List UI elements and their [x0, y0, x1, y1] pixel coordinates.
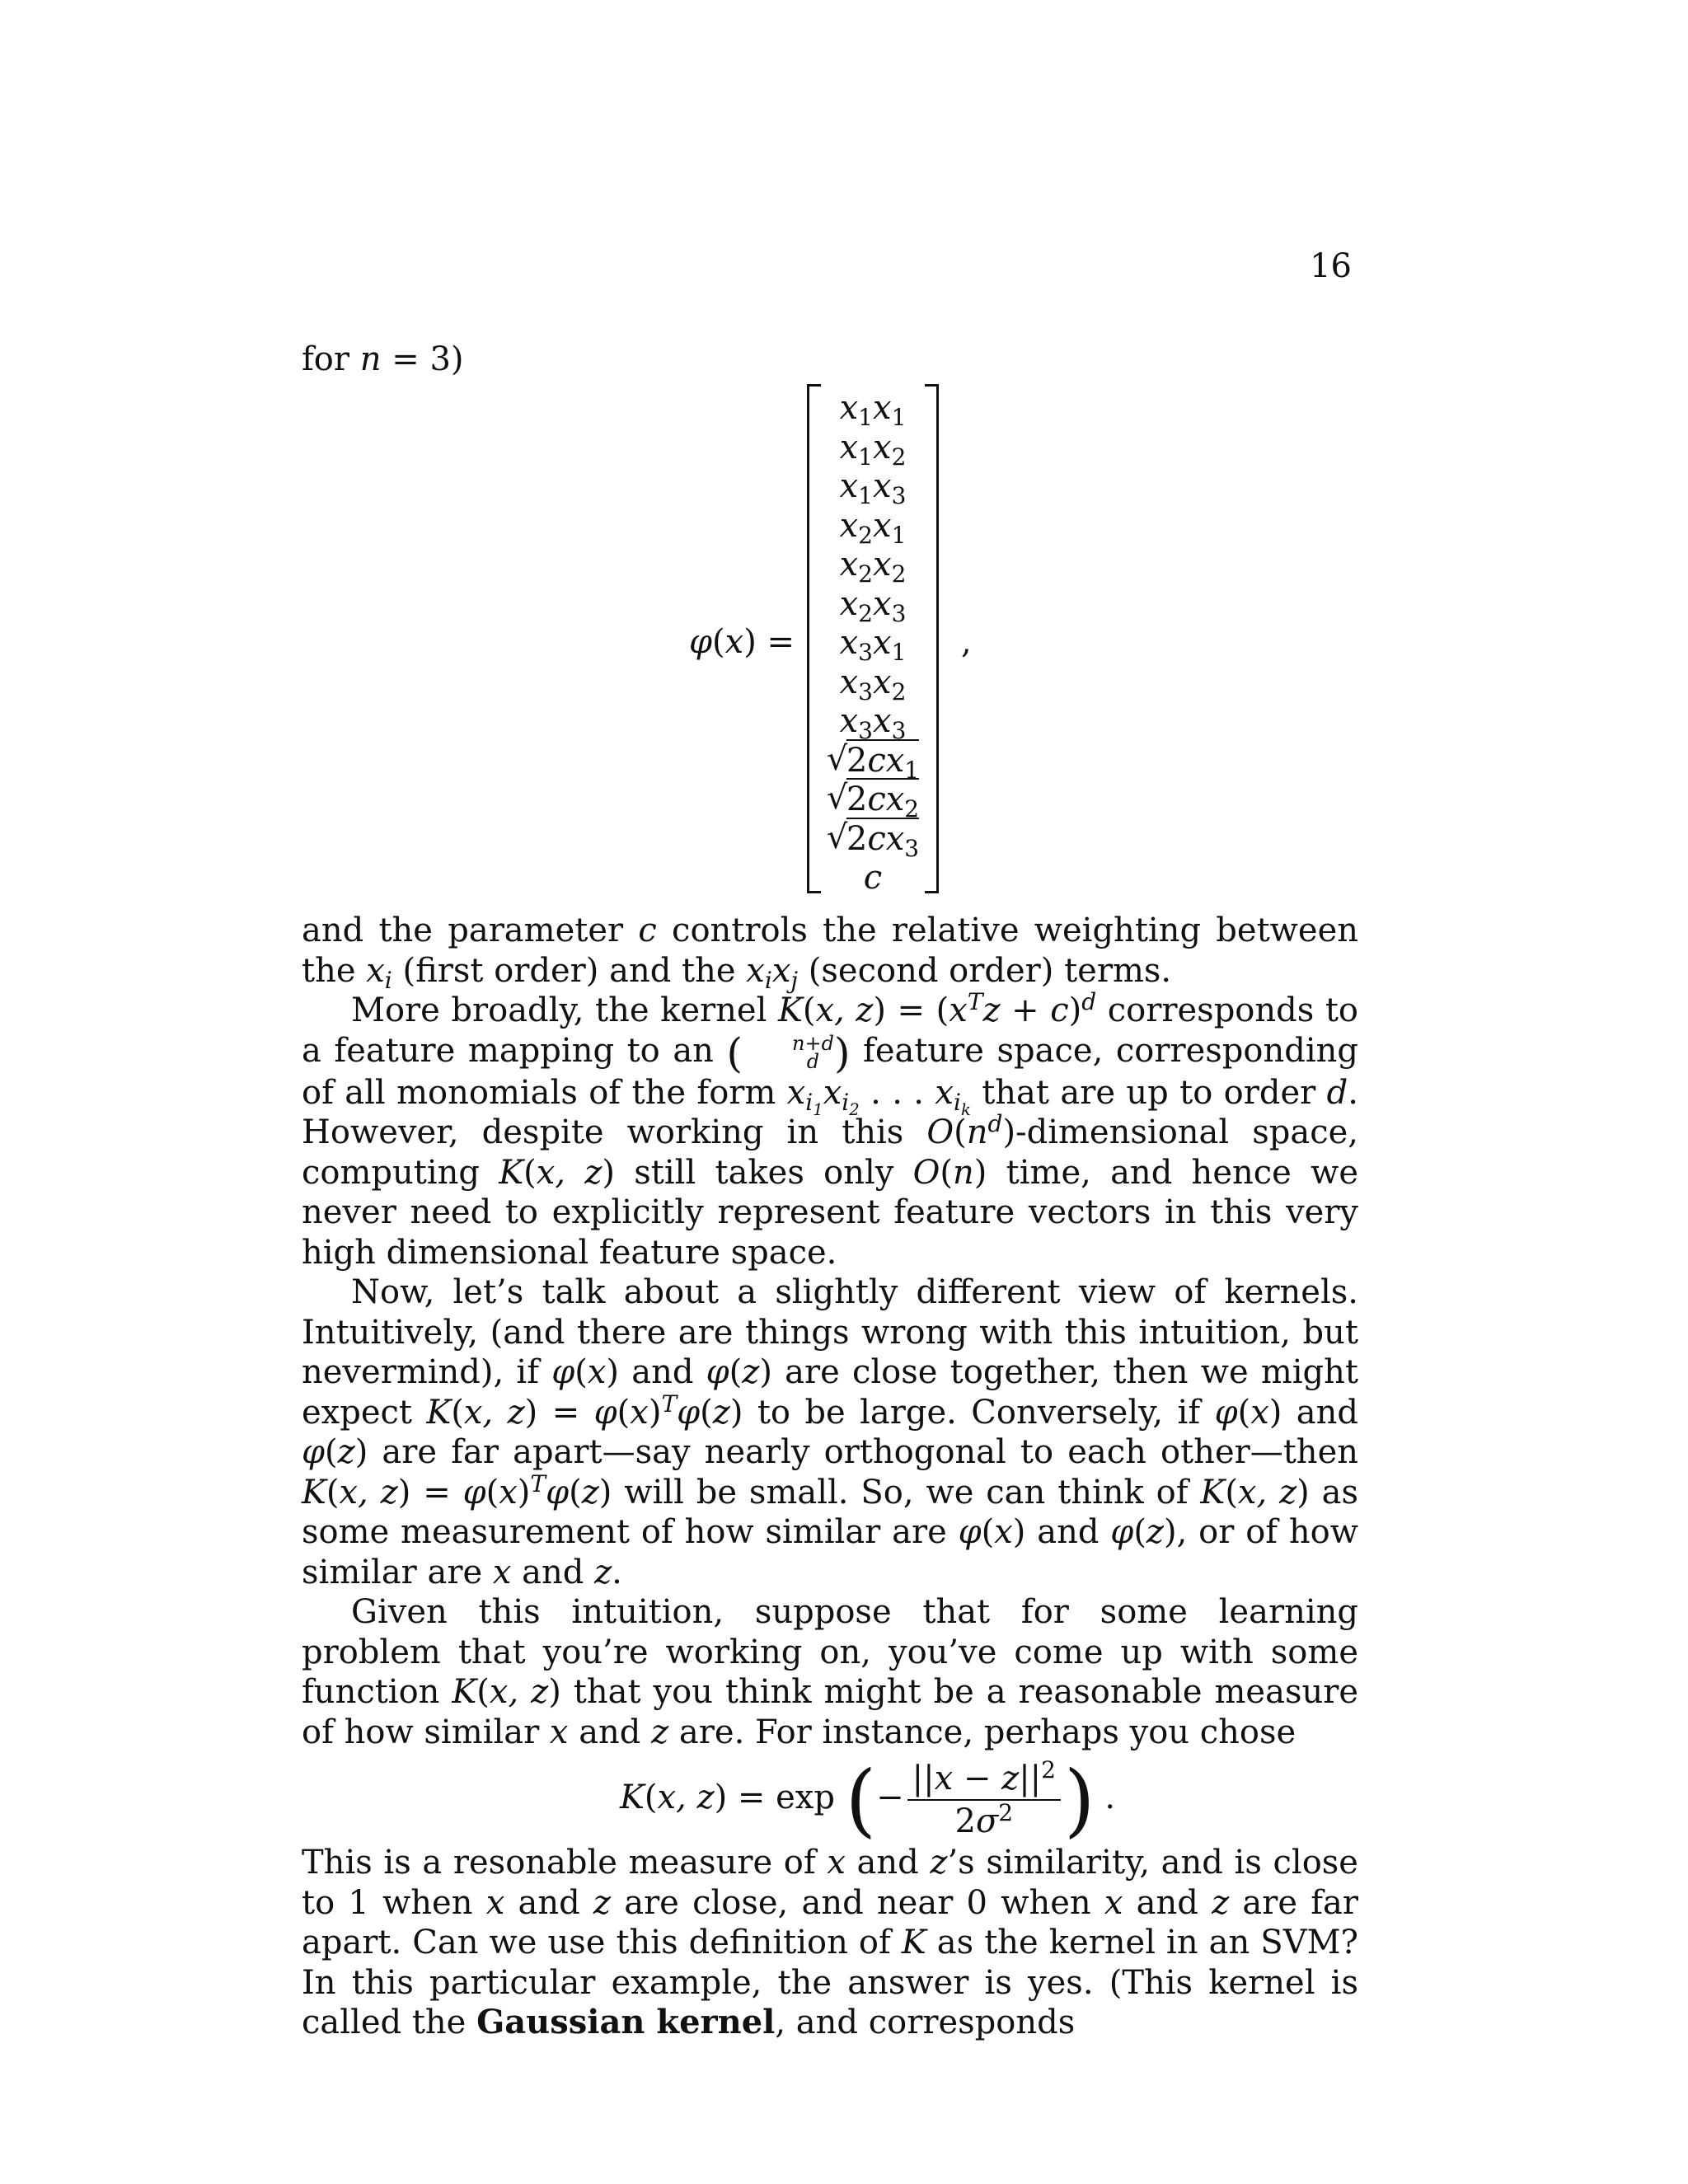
gaussian-fraction: $\frac{||x - z||^2}{2\sigma^2}$: [907, 1760, 1061, 1840]
gaussian-period: .: [1104, 1779, 1116, 1817]
page-number: 16: [1310, 247, 1352, 285]
matrix-entry: $x_1x_3$: [839, 467, 907, 510]
feature-map-equation: [302, 384, 1358, 907]
paragraph-3: Now, let’s talk about a slightly different view of kernels. Intuitively, (and there are things wrong with this intuition, but nevermind), if φ(x) and φ(z) are close together, then we might expect K(x, $z) = \varphi(x)^T\varphi(z)$ to be large. Conversely, if φ(x) and φ(z) are far apart—say nearly orthogonal to each other—then K(x, $z) = \varphi(x)^T\varphi(z)$ will be small. So, we can think of K(x, z) as some measurement of how similar are φ(x) and φ(z), or of how similar are x and z.: [302, 1273, 1359, 1591]
matrix-entry: $x_3x_3$: [839, 702, 907, 745]
paragraph-2: More broadly, the kernel K(x, $z) = (x^Tz + c)^d$ corresponds to a feature mapping to an ( n+d d ) feature space, corresponding of all monomials of the form $x_{i_1}x_{i_2}$ . . . $x_{i_k}$ that are up to order d. However, despite working in this $O(n^d)$-dimensional space, computing K(x, z) still takes only O(n) time, and hence we never need to explicitly represent feature vectors in this very high dimensional feature space.: [302, 988, 1359, 1272]
matrix-entry: √ $2cx_3$: [811, 820, 935, 860]
matrix-entry: $x_2x_1$: [839, 506, 907, 549]
page-content: [302, 340, 1358, 2043]
matrix-entry: $x_2x_3$: [839, 584, 907, 627]
matrix-lhs: φ(x) =: [689, 623, 795, 661]
matrix-entries: [811, 389, 935, 898]
paragraph-1: and the parameter c controls the relative weighting between the $x_i$ (first order) and the $x_ix_j$ (second order) terms.: [302, 912, 1358, 994]
matrix-entry: √ $2cx_2$: [811, 780, 935, 820]
gaussian-kernel-term: Gaussian kernel: [476, 2003, 776, 2042]
right-bracket: [925, 384, 939, 893]
right-paren: ): [1063, 1754, 1095, 1847]
matrix-entry: √ $2cx_1$: [811, 742, 935, 781]
paragraph-5-tail: , and corresponds: [775, 2004, 1076, 2042]
paragraph-5: This is a resonable measure of x and z’s similarity, and is close to 1 when x and z are close, and near 0 when x and z are far apart. Can we use this definition of K as the kernel in an SVM? In this particular example, the answer is yes. (This kernel is called the Gaussian kernel, and corresponds: [302, 1844, 1359, 2042]
matrix-entry: $x_3x_1$: [839, 624, 907, 667]
intro-text: for n = 3): [302, 340, 464, 378]
matrix-comma: ,: [961, 623, 972, 661]
matrix-entry: $x_3x_2$: [839, 663, 907, 705]
matrix-entry: $x_1x_2$: [839, 428, 907, 471]
paragraph-4: Given this intuition, suppose that for some learning problem that you’re working on, you’ve come up with some function K(x, z) that you think might be a reasonable measure of how similar x and z are. For instance, perhaps you chose: [302, 1593, 1359, 1751]
matrix-entry: c: [863, 859, 883, 897]
matrix-entry: $x_1x_1$: [839, 389, 907, 432]
left-paren: (: [845, 1754, 877, 1847]
matrix-entry: $x_2x_2$: [839, 546, 907, 588]
gaussian-lhs: K(x, z) = exp: [620, 1779, 835, 1817]
gaussian-kernel-equation: K(x, z) = exp (− $\frac{||x - z||^2}{2\sigma^2}$ ) .: [620, 1754, 1116, 1847]
